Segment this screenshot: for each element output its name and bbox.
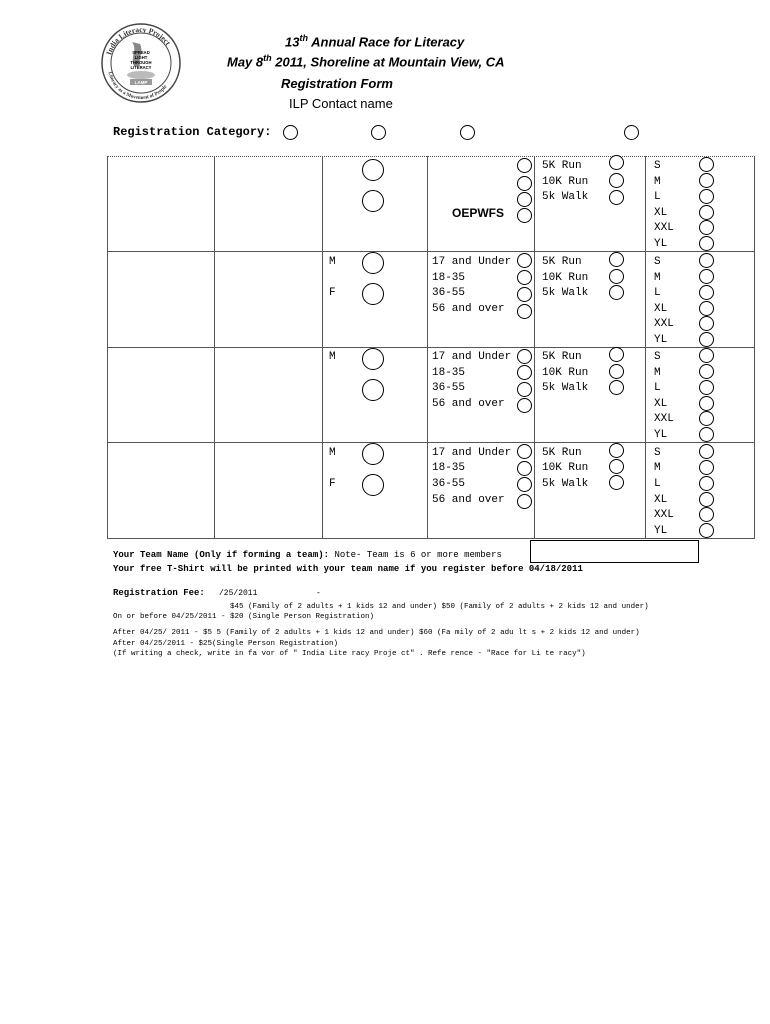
- size-option: XXL: [654, 509, 674, 521]
- size-radio[interactable]: [699, 476, 714, 491]
- size-option: XL: [654, 494, 668, 506]
- age-radio[interactable]: [517, 192, 532, 207]
- logo-ring-text: India Literacy Project: [104, 24, 173, 56]
- gender-radio[interactable]: [362, 379, 384, 401]
- gender-radio[interactable]: [362, 283, 384, 305]
- size-option: YL: [654, 334, 668, 346]
- registration-category-label: Registration Category:: [113, 125, 272, 139]
- race-radio[interactable]: [609, 155, 624, 170]
- size-option: YL: [654, 525, 668, 537]
- fee-line-4: After 04/25/2011 - $25(Single Person Registration): [113, 640, 339, 648]
- race-radio[interactable]: [609, 443, 624, 458]
- age-option: 56 and over: [432, 398, 505, 410]
- size-radio[interactable]: [699, 444, 714, 459]
- age-radio[interactable]: [517, 461, 532, 476]
- size-radio[interactable]: [699, 253, 714, 268]
- registration-fee-label: Registration Fee:: [113, 588, 205, 598]
- size-option: M: [654, 367, 661, 379]
- size-radio[interactable]: [699, 411, 714, 426]
- event-date: May 8th 2011, Shoreline at Mountain View, CA: [227, 53, 505, 70]
- race-option: 5K Run: [542, 351, 582, 363]
- size-radio[interactable]: [699, 427, 714, 442]
- size-option: XL: [654, 207, 668, 219]
- race-option: 5k Walk: [542, 287, 589, 299]
- size-radio[interactable]: [699, 396, 714, 411]
- race-option: 10K Run: [542, 462, 589, 474]
- size-radio[interactable]: [699, 316, 714, 331]
- form-title: Registration Form: [281, 76, 393, 91]
- size-option: L: [654, 287, 661, 299]
- age-radio[interactable]: [517, 365, 532, 380]
- size-radio[interactable]: [699, 492, 714, 507]
- race-radio[interactable]: [609, 190, 624, 205]
- age-radio[interactable]: [517, 349, 532, 364]
- gender-radio[interactable]: [362, 190, 384, 212]
- size-option: M: [654, 176, 661, 188]
- size-radio[interactable]: [699, 364, 714, 379]
- gender-radio[interactable]: [362, 159, 384, 181]
- gender-label-f: F: [329, 287, 336, 299]
- age-radio[interactable]: [517, 444, 532, 459]
- size-radio[interactable]: [699, 189, 714, 204]
- size-radio[interactable]: [699, 220, 714, 235]
- age-radio[interactable]: [517, 158, 532, 173]
- size-radio[interactable]: [699, 269, 714, 284]
- logo-center-4: LITERACY: [130, 65, 152, 70]
- age-option: 36-55: [432, 478, 466, 490]
- size-radio[interactable]: [699, 507, 714, 522]
- age-option: 18-35: [432, 367, 466, 379]
- age-radio[interactable]: [517, 176, 532, 191]
- size-radio[interactable]: [699, 332, 714, 347]
- size-option: YL: [654, 238, 668, 250]
- gender-label-m: M: [329, 256, 336, 268]
- fee-line-5: (If writing a check, write in fa vor of " India Lite racy Proje ct" . Refe rence - "Race for Li te racy"): [113, 650, 586, 658]
- age-radio[interactable]: [517, 477, 532, 492]
- size-radio[interactable]: [699, 285, 714, 300]
- logo-center-2: LIGHT: [134, 55, 148, 60]
- size-option: S: [654, 351, 661, 363]
- team-name-input[interactable]: [530, 540, 699, 563]
- race-option: 10K Run: [542, 272, 589, 284]
- tshirt-note: Your free T-Shirt will be printed with your team name if you register before 04/18/2011: [113, 564, 583, 574]
- age-radio[interactable]: [517, 208, 532, 223]
- age-radio[interactable]: [517, 494, 532, 509]
- size-option: YL: [654, 429, 668, 441]
- row-label: OEPWFS: [452, 206, 505, 220]
- fee-dash: -: [316, 589, 321, 598]
- size-radio[interactable]: [699, 348, 714, 363]
- size-radio[interactable]: [699, 157, 714, 172]
- size-option: L: [654, 478, 661, 490]
- age-radio[interactable]: [517, 270, 532, 285]
- size-radio[interactable]: [699, 460, 714, 475]
- race-radio[interactable]: [609, 285, 624, 300]
- gender-radio[interactable]: [362, 443, 384, 465]
- race-radio[interactable]: [609, 364, 624, 379]
- age-radio[interactable]: [517, 382, 532, 397]
- age-option: 18-35: [432, 272, 466, 284]
- race-option: 5k Walk: [542, 478, 589, 490]
- race-radio[interactable]: [609, 380, 624, 395]
- logo-ring-bottom: Literacy as a Movement of People: [106, 71, 169, 102]
- race-option: 10K Run: [542, 367, 589, 379]
- race-radio[interactable]: [609, 459, 624, 474]
- race-option: 10K Run: [542, 176, 589, 188]
- race-option: 5K Run: [542, 447, 582, 459]
- gender-radio[interactable]: [362, 252, 384, 274]
- race-radio[interactable]: [609, 173, 624, 188]
- gender-radio[interactable]: [362, 474, 384, 496]
- race-radio[interactable]: [609, 252, 624, 267]
- fee-line-2: On or before 04/25/2011 - $20 (Single Person Registration): [113, 613, 375, 621]
- age-radio[interactable]: [517, 287, 532, 302]
- size-option: M: [654, 272, 661, 284]
- fee-date: /25/2011: [219, 589, 258, 598]
- size-radio[interactable]: [699, 236, 714, 251]
- size-radio[interactable]: [699, 380, 714, 395]
- age-option: 36-55: [432, 287, 466, 299]
- age-option: 18-35: [432, 462, 466, 474]
- age-radio[interactable]: [517, 253, 532, 268]
- race-option: 5K Run: [542, 160, 582, 172]
- age-option: 17 and Under: [432, 256, 512, 268]
- size-option: S: [654, 160, 661, 172]
- fee-line-3: After 04/25/ 2011 - $5 5 (Family of 2 adults + 1 kids 12 and under) $60 (Fa mily of 2 adu lt s + 2 kids 12 and under): [113, 629, 640, 637]
- logo-center-3: THROUGH: [130, 60, 152, 65]
- gender-label-m: M: [329, 351, 336, 363]
- race-option: 5K Run: [542, 256, 582, 268]
- gender-label-m: M: [329, 447, 336, 459]
- gender-radio[interactable]: [362, 348, 384, 370]
- size-option: XXL: [654, 318, 674, 330]
- race-radio[interactable]: [609, 347, 624, 362]
- age-radio[interactable]: [517, 398, 532, 413]
- size-option: S: [654, 447, 661, 459]
- page-title: 13th Annual Race for Literacy: [285, 33, 465, 50]
- gender-label-f: F: [329, 478, 336, 490]
- size-option: XL: [654, 303, 668, 315]
- race-radio[interactable]: [609, 269, 624, 284]
- size-option: L: [654, 382, 661, 394]
- size-option: L: [654, 191, 661, 203]
- size-radio[interactable]: [699, 523, 714, 538]
- age-option: 56 and over: [432, 303, 505, 315]
- race-option: 5k Walk: [542, 382, 589, 394]
- size-option: XXL: [654, 413, 674, 425]
- logo-center-1: SPREAD: [132, 50, 150, 55]
- size-option: S: [654, 256, 661, 268]
- age-option: 17 and Under: [432, 447, 512, 459]
- race-radio[interactable]: [609, 475, 624, 490]
- age-radio[interactable]: [517, 304, 532, 319]
- size-radio[interactable]: [699, 205, 714, 220]
- team-name-label: Your Team Name (Only if forming a team): Note- Team is 6 or more members: [113, 550, 502, 560]
- size-option: XL: [654, 398, 668, 410]
- size-option: M: [654, 462, 661, 474]
- size-radio[interactable]: [699, 301, 714, 316]
- size-radio[interactable]: [699, 173, 714, 188]
- logo-badge: LAMP: [134, 80, 148, 85]
- race-option: 5k Walk: [542, 191, 589, 203]
- contact-name-label: ILP Contact name: [289, 96, 393, 111]
- age-option: 36-55: [432, 382, 466, 394]
- age-option: 17 and Under: [432, 351, 512, 363]
- age-option: 56 and over: [432, 494, 505, 506]
- fee-line-1: $45 (Family of 2 adults + 1 kids 12 and under) $50 (Family of 2 adults + 2 kids 12 and under): [230, 603, 649, 611]
- size-option: XXL: [654, 222, 674, 234]
